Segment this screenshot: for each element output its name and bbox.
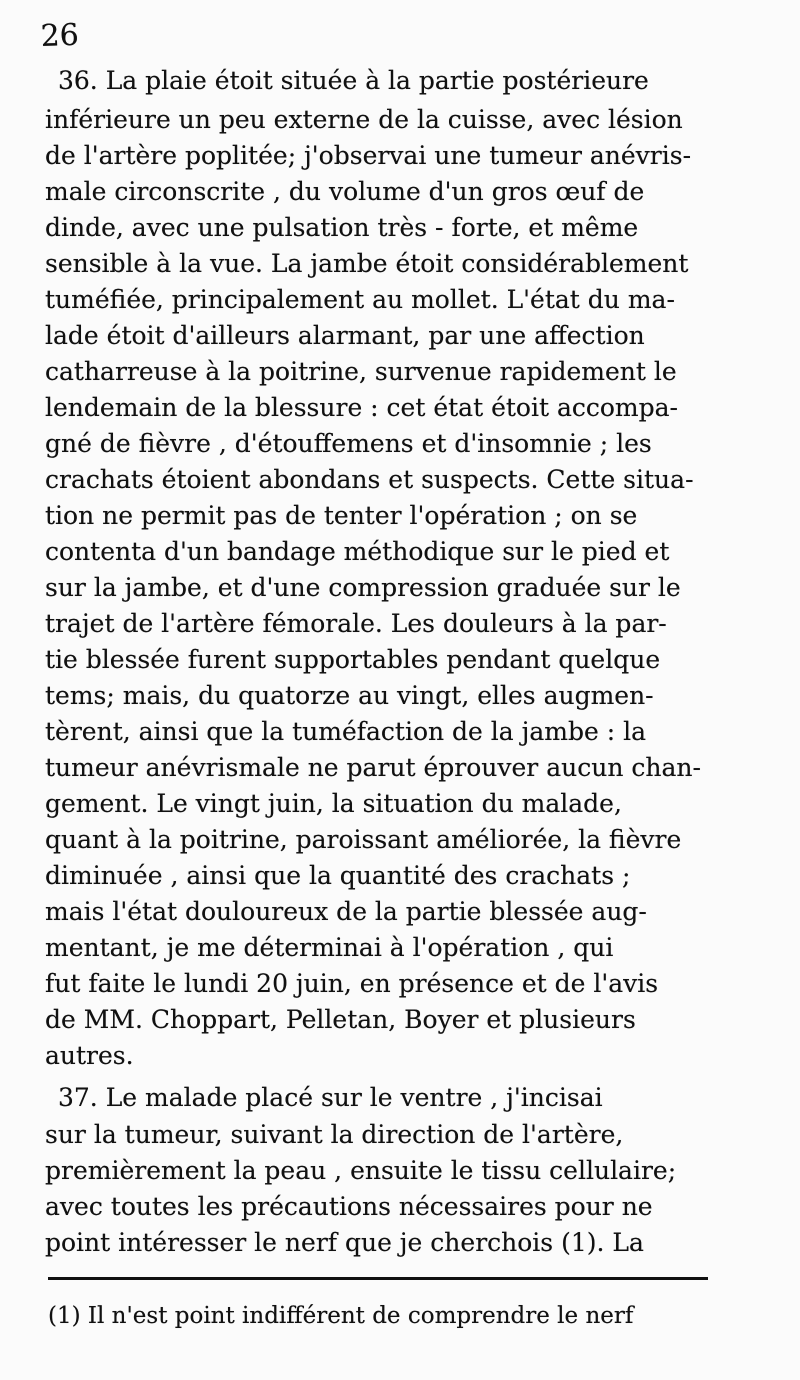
body-line-18: tems; mais, du quatorze au vingt, elles augmen- xyxy=(45,681,654,710)
body-line-20: tumeur anévrismale ne parut éprouver aucun chan- xyxy=(45,753,701,782)
body-line-7: tuméfiée, principalement au mollet. L'état du ma- xyxy=(45,285,675,314)
body-line-8: lade étoit d'ailleurs alarmant, par une affection xyxy=(45,321,645,350)
body-line-23: diminuée , ainsi que la quantité des crachats ; xyxy=(45,861,631,890)
body-line-11: gné de fièvre , d'étouffemens et d'insomnie ; les xyxy=(45,429,652,458)
body-line-14: contenta d'un bandage méthodique sur le pied et xyxy=(45,537,670,566)
body-line-16: trajet de l'artère fémorale. Les douleurs à la par- xyxy=(45,609,667,638)
body-line-6: sensible à la vue. La jambe étoit considérablement xyxy=(45,249,689,278)
body-line-10: lendemain de la blessure : cet état étoit accompa- xyxy=(45,393,678,422)
body-line-32: avec toutes les précautions nécessaires pour ne xyxy=(45,1192,653,1221)
body-line-21: gement. Le vingt juin, la situation du malade, xyxy=(45,789,622,818)
body-line-29: 37. Le malade placé sur le ventre , j'incisai xyxy=(58,1083,603,1112)
body-line-25: mentant, je me déterminai à l'opération , qui xyxy=(45,933,614,962)
footnote-text: (1) Il n'est point indifférent de comprendre le nerf xyxy=(48,1303,634,1329)
page-number: 26 xyxy=(40,17,80,54)
body-line-27: de MM. Choppart, Pelletan, Boyer et plusieurs xyxy=(45,1005,636,1034)
body-line-31: premièrement la peau , ensuite le tissu cellulaire; xyxy=(45,1156,677,1185)
body-line-22: quant à la poitrine, paroissant améliorée, la fièvre xyxy=(45,825,682,854)
body-line-2: inférieure un peu externe de la cuisse, avec lésion xyxy=(45,105,683,134)
body-line-33: point intéresser le nerf que je cherchois (1). La xyxy=(45,1228,644,1257)
body-line-3: de l'artère poplitée; j'observai une tumeur anévris- xyxy=(45,141,692,170)
body-line-1: 36. La plaie étoit située à la partie postérieure xyxy=(58,66,649,95)
body-line-28: autres. xyxy=(45,1041,134,1070)
body-line-4: male circonscrite , du volume d'un gros œuf de xyxy=(45,177,645,206)
body-line-5: dinde, avec une pulsation très - forte, et même xyxy=(45,213,639,242)
body-line-13: tion ne permit pas de tenter l'opération ; on se xyxy=(45,501,638,530)
body-line-9: catharreuse à la poitrine, survenue rapidement le xyxy=(45,357,677,386)
body-line-12: crachats étoient abondans et suspects. Cette situa- xyxy=(45,465,694,494)
body-line-19: tèrent, ainsi que la tuméfaction de la jambe : la xyxy=(45,717,647,746)
body-line-26: fut faite le lundi 20 juin, en présence et de l'avis xyxy=(45,969,659,998)
body-line-15: sur la jambe, et d'une compression graduée sur le xyxy=(45,573,681,602)
body-line-30: sur la tumeur, suivant la direction de l'artère, xyxy=(45,1120,624,1149)
body-line-17: tie blessée furent supportables pendant quelque xyxy=(45,645,661,674)
body-line-24: mais l'état douloureux de la partie blessée aug- xyxy=(45,897,647,926)
footnote-divider xyxy=(48,1277,708,1280)
